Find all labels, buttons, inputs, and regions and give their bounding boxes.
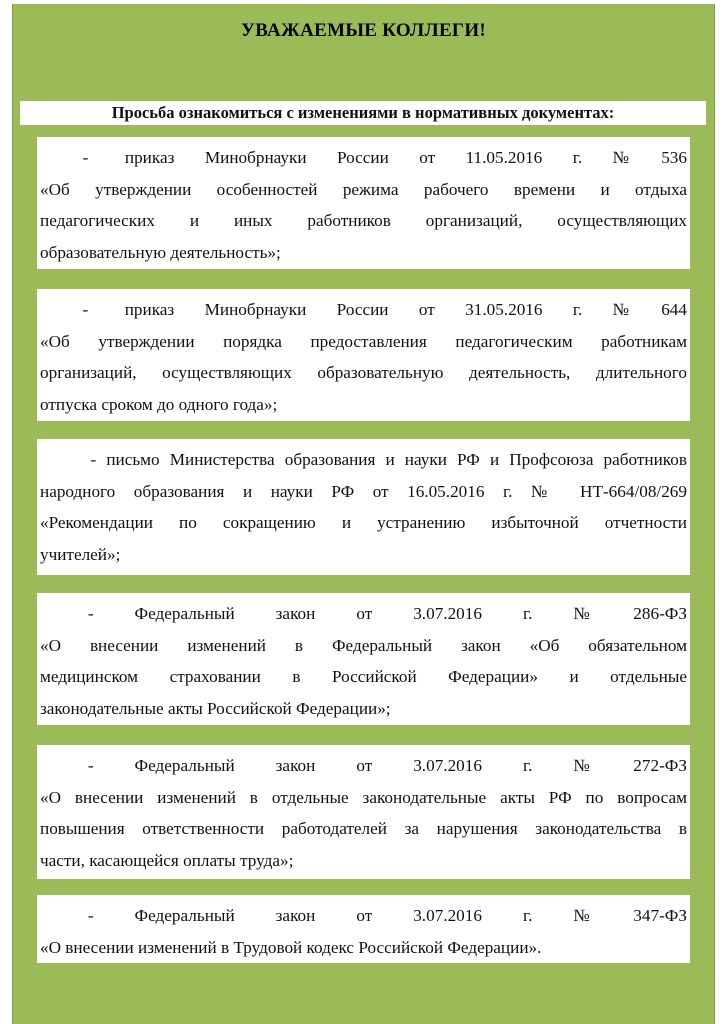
page-title: УВАЖАЕМЫЕ КОЛЛЕГИ!	[240, 20, 487, 41]
item-line: законодательные акты Российской Федерации»;	[40, 698, 391, 718]
page-subtitle: Просьба ознакомиться с изменениями в нормативных документах:	[20, 101, 706, 125]
document-item-5	[37, 745, 690, 879]
item-line: «Рекомендации по сокращению и устранению избыточной отчетности	[40, 513, 687, 532]
item-line: педагогических и иных работников организаций, осуществляющих	[40, 211, 687, 230]
item-line: - приказ Минобрнауки России от 11.05.2016 г. № 536	[40, 148, 687, 167]
item-line: повышения ответственности работодателей за нарушения законодательства в	[40, 819, 687, 838]
document-item-2	[37, 289, 690, 421]
document-item-4	[37, 593, 690, 725]
item-line: организаций, осуществляющих образовательную деятельность, длительного	[40, 363, 687, 382]
item-line: «О внесении изменений в отдельные законодательные акты РФ по вопросам	[40, 787, 687, 807]
item-line: - письмо Министерства образования и науки РФ и Профсоюза работников	[40, 450, 687, 469]
item-line: народного образования и науки РФ от 16.05.2016 г. № НТ-664/08/269	[40, 481, 687, 501]
item-line: «О внесении изменений в Трудовой кодекс Российской Федерации».	[40, 937, 542, 957]
item-line: - приказ Минобрнауки России от 31.05.2016 г. № 644	[40, 300, 687, 319]
document-item-6	[37, 895, 690, 963]
green-frame	[12, 4, 715, 1024]
item-line: учителей»;	[40, 544, 121, 564]
item-line: - Федеральный закон от 3.07.2016 г. № 286-ФЗ	[40, 604, 687, 623]
item-line: «Об утверждении порядка предоставления педагогическим работникам	[40, 331, 687, 351]
item-line: отпуска сроком до одного года»;	[40, 394, 278, 414]
item-line: - Федеральный закон от 3.07.2016 г. № 347-ФЗ	[40, 906, 687, 925]
item-line: образовательную деятельность»;	[40, 242, 281, 262]
document-item-3	[37, 439, 690, 575]
item-line: «Об утверждении особенностей режима рабочего времени и отдыха	[40, 179, 687, 199]
item-line: «О внесении изменений в Федеральный закон «Об обязательном	[40, 635, 687, 655]
item-line: части, касающейся оплаты труда»;	[40, 850, 294, 870]
document-item-1	[37, 137, 690, 269]
item-line: медицинском страховании в Российской Федерации» и отдельные	[40, 667, 687, 686]
item-line: - Федеральный закон от 3.07.2016 г. № 272-ФЗ	[40, 756, 687, 775]
